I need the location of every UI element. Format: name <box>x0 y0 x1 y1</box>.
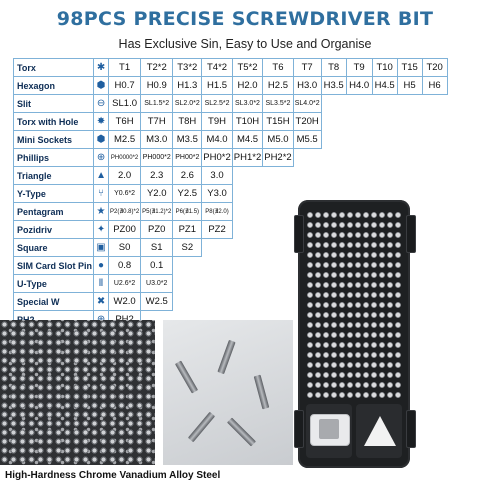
page-title: 98PCS PRECISE SCREWDRIVER BIT <box>56 8 434 30</box>
bit-size-cell: T20 <box>422 59 447 77</box>
bit-size-cell: M2.5 <box>109 131 141 149</box>
bit-size-cell: Y2.5 <box>173 185 202 203</box>
bit-size-cell: T3*2 <box>173 59 202 77</box>
bit-size-cell: SL2.5*2 <box>202 95 232 113</box>
bit-size-cell: T10H <box>232 113 262 131</box>
bit-size-cell: P2(∄0.8)*2 <box>109 203 141 221</box>
bit-size-cell: P6(∄1.5) <box>173 203 202 221</box>
bit-size-cell: T1 <box>109 59 141 77</box>
bit-size-cell: H0.7 <box>109 77 141 95</box>
square-icon: ▣ <box>94 239 109 257</box>
bit-size-cell: PZ0 <box>141 221 173 239</box>
bit-type-name: Slit <box>14 95 94 113</box>
case-latch-right-top <box>406 215 416 253</box>
bit-size-cell: 0.8 <box>109 257 141 275</box>
bit-type-name: Triangle <box>14 167 94 185</box>
table-row <box>14 59 448 77</box>
bit-size-cell: T5*2 <box>232 59 262 77</box>
bit-size-cell: H2.5 <box>263 77 293 95</box>
bit-type-name: Y-Type <box>14 185 94 203</box>
bit-size-cell: T15 <box>397 59 422 77</box>
bit-size-cell: S0 <box>109 239 141 257</box>
bit-size-cell: PH000*2 <box>141 149 173 167</box>
bit-size-cell: T6 <box>263 59 293 77</box>
u-type-icon: Ⅱ <box>94 275 109 293</box>
bit-type-name: Pentagram <box>14 203 94 221</box>
bit-size-cell: SL1.0 <box>109 95 141 113</box>
bit-size-cell: U3.0*2 <box>141 275 173 293</box>
bit-size-cell: S2 <box>173 239 202 257</box>
bit-size-cell: 2.0 <box>109 167 141 185</box>
bit-size-cell: W2.0 <box>109 293 141 311</box>
bit-size-cell: T10 <box>372 59 397 77</box>
bit-size-cell: PZ1 <box>173 221 202 239</box>
bit-type-name: Torx <box>14 59 94 77</box>
bit-size-cell: T8 <box>321 59 346 77</box>
bit-size-cell: M3.0 <box>141 131 173 149</box>
hexagon-icon: ⬢ <box>94 77 109 95</box>
bit-size-cell: SL3.0*2 <box>232 95 262 113</box>
bit-size-cell: P5(∄1.2)*2 <box>141 203 173 221</box>
bit-size-cell: PZ2 <box>202 221 232 239</box>
bit-grid <box>306 210 402 400</box>
bit-size-cell: 2.6 <box>173 167 202 185</box>
bit-size-cell: H4.0 <box>346 77 372 95</box>
bit-size-cell: SL3.5*2 <box>263 95 293 113</box>
bit-size-cell: SL1.5*2 <box>141 95 173 113</box>
bit-size-cell: H4.5 <box>372 77 397 95</box>
torx-hole-icon: ✸ <box>94 113 109 131</box>
bit-size-cell: Y3.0 <box>202 185 232 203</box>
socket-icon: ⬢ <box>94 131 109 149</box>
bit-type-name: Special W <box>14 293 94 311</box>
bit-size-cell: 0.1 <box>141 257 173 275</box>
bit-size-cell: T6H <box>109 113 141 131</box>
table-row <box>14 113 448 131</box>
bit-size-cell: PZ00 <box>109 221 141 239</box>
bit-size-cell: T9 <box>346 59 372 77</box>
table-row <box>14 77 448 95</box>
pentagram-icon: ★ <box>94 203 109 221</box>
case-latch-left-bottom <box>294 410 304 448</box>
bit-type-name: Square <box>14 239 94 257</box>
bit-size-cell: H5 <box>397 77 422 95</box>
bit-size-cell: H3.0 <box>293 77 321 95</box>
bit-size-cell: PH1*2 <box>232 149 262 167</box>
bit-size-cell: PH0*2 <box>202 149 232 167</box>
sim-pin-icon: ● <box>94 257 109 275</box>
bit-type-name: U-Type <box>14 275 94 293</box>
y-type-icon: ⑂ <box>94 185 109 203</box>
opening-pick <box>364 416 396 446</box>
bit-size-cell: H1.3 <box>173 77 202 95</box>
bit-size-cell: M3.5 <box>173 131 202 149</box>
bits-closeup-photo <box>163 320 293 465</box>
bit-size-cell: PH2*2 <box>263 149 293 167</box>
bit-size-cell: H6 <box>422 77 447 95</box>
bit-size-cell: PH0000*2 <box>109 149 141 167</box>
table-row <box>14 149 448 167</box>
bit-size-cell: Y0.6*2 <box>109 185 141 203</box>
bit-size-cell: T8H <box>173 113 202 131</box>
bit-size-cell: U2.6*2 <box>109 275 141 293</box>
bit-pile-photo <box>0 320 155 465</box>
bit-storage-case <box>298 200 410 468</box>
slit-icon: ⊖ <box>94 95 109 113</box>
bit-size-cell: 3.0 <box>202 167 232 185</box>
page-subtitle: Has Exclusive Sin, Easy to Use and Organise <box>118 37 372 51</box>
bit-type-name: Phillips <box>14 149 94 167</box>
bit-size-cell: 2.3 <box>141 167 173 185</box>
bit-size-cell: T7H <box>141 113 173 131</box>
bit-size-cell: M5.0 <box>263 131 293 149</box>
bit-size-cell: W2.5 <box>141 293 173 311</box>
bit-size-cell: P8(∄2.0) <box>202 203 232 221</box>
case-latch-right-bottom <box>406 410 416 448</box>
bit-type-name: Torx with Hole <box>14 113 94 131</box>
screwdriver-handle <box>310 414 350 446</box>
bit-size-cell: H0.9 <box>141 77 173 95</box>
bit-size-cell: T4*2 <box>202 59 232 77</box>
material-caption: High-Hardness Chrome Vanadium Alloy Steel <box>5 470 221 481</box>
table-row <box>14 95 448 113</box>
bit-size-cell: M4.0 <box>202 131 232 149</box>
special-w-icon: ✖ <box>94 293 109 311</box>
bit-size-cell: H1.5 <box>202 77 232 95</box>
bit-size-cell: SL4.0*2 <box>293 95 321 113</box>
bit-size-cell: Y2.0 <box>141 185 173 203</box>
bit-type-name: Hexagon <box>14 77 94 95</box>
bit-size-cell: T15H <box>263 113 293 131</box>
bit-size-cell: T20H <box>293 113 321 131</box>
phillips-icon: ⊕ <box>94 149 109 167</box>
triangle-icon: ▲ <box>94 167 109 185</box>
bit-size-cell: T2*2 <box>141 59 173 77</box>
bit-size-cell: T9H <box>202 113 232 131</box>
torx-icon: ✱ <box>94 59 109 77</box>
bit-type-name: Mini Sockets <box>14 131 94 149</box>
bit-size-cell: SL2.0*2 <box>173 95 202 113</box>
table-row <box>14 167 448 185</box>
bit-size-cell: PH00*2 <box>173 149 202 167</box>
bit-type-name: SIM Card Slot Pin <box>14 257 94 275</box>
bit-size-cell: S1 <box>141 239 173 257</box>
bit-size-cell: M4.5 <box>232 131 262 149</box>
bit-size-cell: T7 <box>293 59 321 77</box>
case-latch-left-top <box>294 215 304 253</box>
bit-size-cell: H3.5 <box>321 77 346 95</box>
bit-size-cell: H2.0 <box>232 77 262 95</box>
pozidriv-icon: ✦ <box>94 221 109 239</box>
bit-size-cell: M5.5 <box>293 131 321 149</box>
bit-type-name: Pozidriv <box>14 221 94 239</box>
table-row <box>14 131 448 149</box>
